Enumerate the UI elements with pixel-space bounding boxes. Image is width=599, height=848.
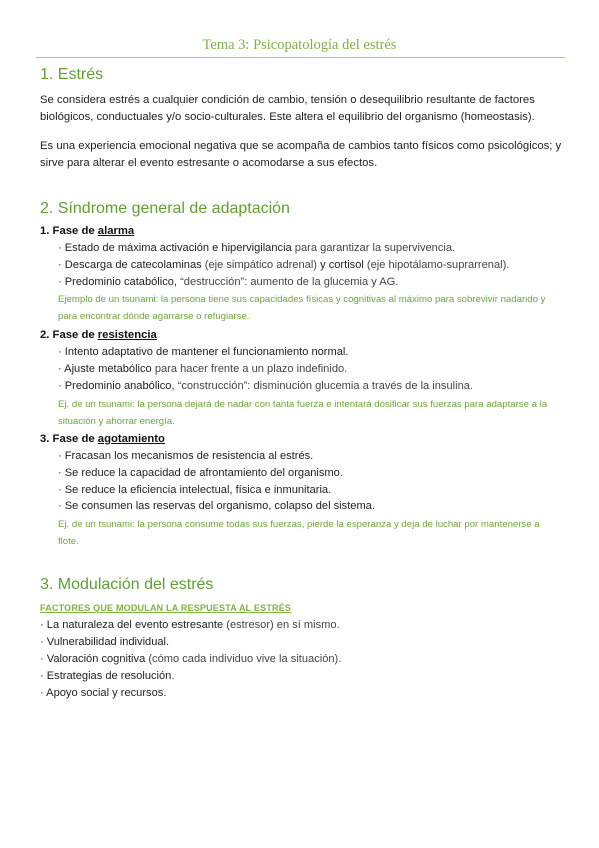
bullet-rest: para garantizar la supervivencia. [291, 242, 456, 254]
bullet-rest: para hacer frente a un plazo indefinido. [151, 363, 348, 375]
resistencia-example: Ej. de un tsunami: la persona dejará de nadar con tanta fuerza e intentará dosificar sus fuerzas para adaptarse a la situación y ahorrar energía. [58, 399, 548, 427]
factor-main: · Valoración cognitiva [40, 653, 146, 665]
agotamiento-example: Ej. de un tsunami: la persona consume todas sus fuerzas, pierde la esperanza y deja de luchar por mantenerse a flote. [58, 519, 540, 547]
agotamiento-bullet-1: · Fracasan los mecanismos de resistencia al estrés. [58, 450, 314, 462]
factor-item-5: · Apoyo social y recursos. [40, 687, 167, 699]
bullet-main: · Predominio anabólico, [58, 380, 175, 392]
bullet-paren: (eje simpático adrenal) [201, 259, 317, 271]
section-1-paragraph-1: Se considera estrés a cualquier condición de cambio, tensión o desequilibrio resultante de factores biológicos, conductuales y/o socio-culturales. Este altera el equilibrio del organismo (homeostasis). [40, 94, 535, 123]
phase-agotamiento-heading [40, 433, 165, 445]
factor-item-3 [40, 653, 341, 665]
phase-prefix: 1. Fase de [40, 225, 98, 237]
factor-item-2: · Vulnerabilidad individual. [40, 636, 170, 648]
bullet-main: · Predominio catabólico, [58, 276, 178, 288]
resistencia-bullet-3 [58, 380, 473, 392]
factor-rest: (estresor) en sí mismo. [223, 619, 340, 631]
alarma-bullet-1 [58, 242, 455, 254]
bullet-main: · Ajuste metabólico [58, 363, 152, 375]
section-1-heading: 1. Estrés [40, 66, 104, 83]
bullet-main: · Estado de máxima activación e hipervigilancia [58, 242, 292, 254]
alarma-bullet-3 [58, 276, 398, 288]
factor-main: · La naturaleza del evento estresante [40, 619, 224, 631]
bullet-rest: “construcción”: disminución glucemia a través de la insulina. [174, 380, 473, 392]
factors-subheading: FACTORES QUE MODULAN LA RESPUESTA AL ESTRÉS [40, 603, 292, 613]
factor-item-1 [40, 619, 340, 631]
resistencia-bullet-2 [58, 363, 347, 375]
bullet-main-2: y cortisol [316, 259, 364, 271]
factor-item-4: · Estrategias de resolución. [40, 670, 175, 682]
phase-prefix: 2. Fase de [40, 329, 98, 341]
phase-resistencia-heading [40, 329, 157, 341]
agotamiento-bullet-2: · Se reduce la capacidad de afrontamiento del organismo. [58, 467, 343, 479]
resistencia-bullet-1: · Intento adaptativo de mantener el funcionamiento normal. [58, 346, 349, 358]
agotamiento-bullet-4: · Se consumen las reservas del organismo, colapso del sistema. [58, 500, 375, 512]
section-1-paragraph-2: Es una experiencia emocional negativa que se acompaña de cambios tanto físicos como psicológicos; y sirve para alterar el evento estresante o acomodarse a sus efectos. [40, 140, 562, 169]
header-divider [36, 57, 565, 58]
factor-rest: (cómo cada individuo vive la situación). [145, 653, 342, 665]
bullet-main: · Descarga de catecolaminas [58, 259, 202, 271]
phase-name: agotamiento [97, 433, 165, 445]
bullet-rest: “destrucción”: aumento de la glucemia y AG. [177, 276, 399, 288]
page-header-title: Tema 3: Psicopatología del estrés [202, 37, 397, 53]
phase-name: alarma [97, 225, 135, 237]
section-2-heading: 2. Síndrome general de adaptación [40, 200, 290, 217]
alarma-bullet-2 [58, 259, 509, 271]
phase-alarma-heading [40, 225, 134, 237]
section-3-heading: 3. Modulación del estrés [40, 576, 214, 593]
phase-prefix: 3. Fase de [40, 433, 98, 445]
bullet-paren-2: (eje hipotálamo-suprarrenal). [363, 259, 510, 271]
alarma-example: Ejemplo de un tsunami: la persona tiene sus capacidades físicas y cognitivas al máximo para sobrevivir nadando y para encontrar dónde agarrarse o refugiarse. [58, 294, 546, 322]
agotamiento-bullet-3: · Se reduce la eficiencia intelectual, física e inmunitaria. [58, 484, 332, 496]
phase-name: resistencia [97, 329, 157, 341]
